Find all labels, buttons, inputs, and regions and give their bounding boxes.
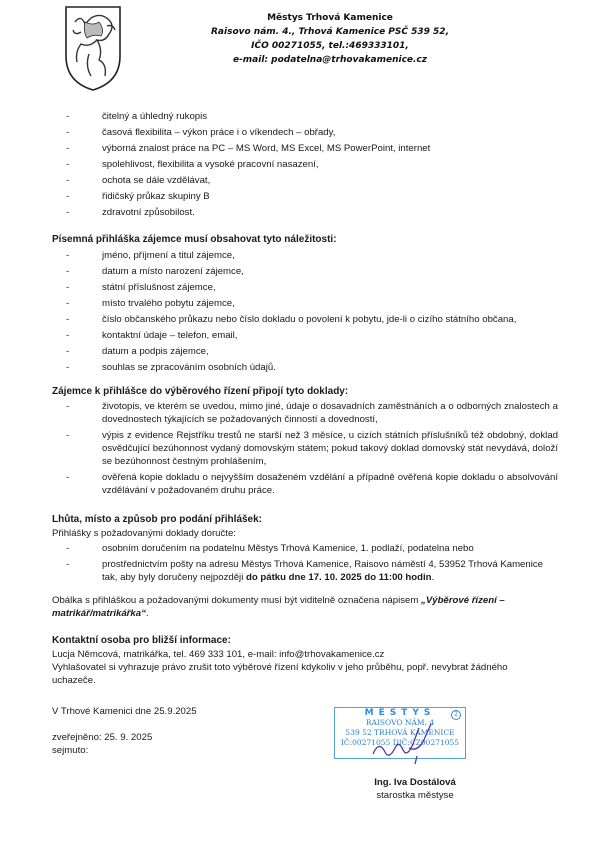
stamp-number: 2 [451,710,461,720]
list-item: - spolehlivost, flexibilita a vysoké pracovní nasazení, [40,158,560,174]
list-item: - ochota se dále vzdělávat, [40,174,560,190]
list-item: - výpis z evidence Rejstříku trestů ne starší než 3 měsíce, u cizích státních příslušníků též obdobný, doklad osvědčující bezúhonnost vydaný domovským státem; pokud takový doklad domovský stát nevydává, doloží se bezúhonnost čestným prohlášením, [40,429,558,468]
stamp-line: RAISOVO NÁM. 4 [365,718,435,727]
envelope-note [52,594,567,620]
stamp-line: IČ:00271055 DIČ:CZ00271055 [340,738,460,747]
application-content-list [40,249,570,377]
municipality-email: e-mail: podatelna@trhovakamenice.cz [232,55,428,65]
envelope-label: „Výběrové řízení – matrikář/matrikářka“ [52,595,505,619]
disclaimer: Vyhlašovatel si vyhrazuje právo zrušit toto výběrové řízení kdykoliv v jeho průběhu, popř. nevybrat žádného uchazeče. [52,662,508,686]
submission-option-personal: osobním doručením na podatelnu Městys Trhová Kamenice, 1. podlaží, podatelna nebo [102,543,474,554]
list-item: - kontaktní údaje – telefon, email, [40,329,570,345]
submission-option-post: prostřednictvím pošty na adresu Městys Trhová Kamenice, Raisovo náměstí 4, 53952 Trhová Kamenice tak, aby byly doručeny nejpozději [102,559,543,583]
list-item [40,558,550,584]
coat-of-arms-icon [63,4,123,92]
removed-date: sejmuto: [52,745,89,756]
published-date: zveřejněno: 25. 9. 2025 [52,732,153,743]
stamp-title: MĚSTYS [364,708,436,718]
letterhead [160,11,500,67]
place-date: V Trhové Kamenici dne 25.9.2025 [52,706,197,717]
list-item: - státní příslušnost zájemce, [40,281,570,297]
punctuation: . [145,608,149,619]
punctuation: . [431,572,435,583]
list-item: - čitelný a úhledný rukopis [40,110,560,126]
requirements-list [40,110,560,222]
municipality-ids: IČO 00271055, tel.:469333101, [251,41,409,51]
signer-name: Ing. Iva Dostálová [374,777,456,788]
attachments-list [40,400,558,500]
list-item: - číslo občanského průkazu nebo číslo dokladu o povolení k pobytu, jde-li o cizího státního občana, [40,313,570,329]
municipality-name: Městys Trhová Kamenice [267,13,393,23]
submission-heading: Lhůta, místo a způsob pro podání přihlášek: [52,514,263,525]
list-item: - životopis, ve kterém se uvedou, mimo jiné, údaje o dosavadních zaměstnáních a o odborných znalostech a dovednostech týkajících se požadovaných činností a dovedností, [40,400,558,426]
contact-heading: Kontaktní osoba pro bližší informace: [52,635,231,646]
list-item [40,542,550,555]
submission-list [40,542,550,587]
list-item: - časová flexibilita – výkon práce i o víkendech – obřady, [40,126,560,142]
attachments-heading: Zájemce k přihlášce do výběrového řízení připojí tyto doklady: [52,386,349,397]
municipality-address: Raisovo nám. 4., Trhová Kamenice PSČ 539 52, [211,27,449,37]
submission-intro: Přihlášky s požadovanými doklady doručte: [52,528,236,539]
contact-line: Lucja Němcová, matrikářka, tel. 469 333 101, e-mail: info@trhovakamenice.cz [52,649,385,660]
application-content-heading: Písemná přihláška zájemce musí obsahovat tyto náležitosti: [52,234,337,245]
list-item: - místo trvalého pobytu zájemce, [40,297,570,313]
signer-block [355,776,475,802]
signer-title: starostka městyse [376,790,454,801]
stamp-line: 539 52 TRHOVÁ KAMENICE [345,728,455,737]
list-item: - ověřená kopie dokladu o nejvyšším dosaženém vzdělání a případně ověřená kopie dokladu o absolvování vzdělávání v požadovaném druhu práce. [40,471,558,497]
envelope-note-text: Obálka s přihláškou a požadovanými dokumenty musí být viditelně označena nápisem [52,595,422,606]
signature-icon [365,718,445,768]
list-item: - datum a místo narození zájemce, [40,265,570,281]
list-item: - zdravotní způsobilost. [40,206,560,222]
list-item: - jméno, příjmení a titul zájemce, [40,249,570,265]
list-item: - řidičský průkaz skupiny B [40,190,560,206]
submission-deadline: do pátku dne 17. 10. 2025 do 11:00 hodin [246,572,432,583]
list-item: - výborná znalost práce na PC – MS Word, MS Excel, MS PowerPoint, internet [40,142,560,158]
list-item: - datum a podpis zájemce, [40,345,570,361]
list-item: - souhlas se zpracováním osobních údajů. [40,361,570,377]
